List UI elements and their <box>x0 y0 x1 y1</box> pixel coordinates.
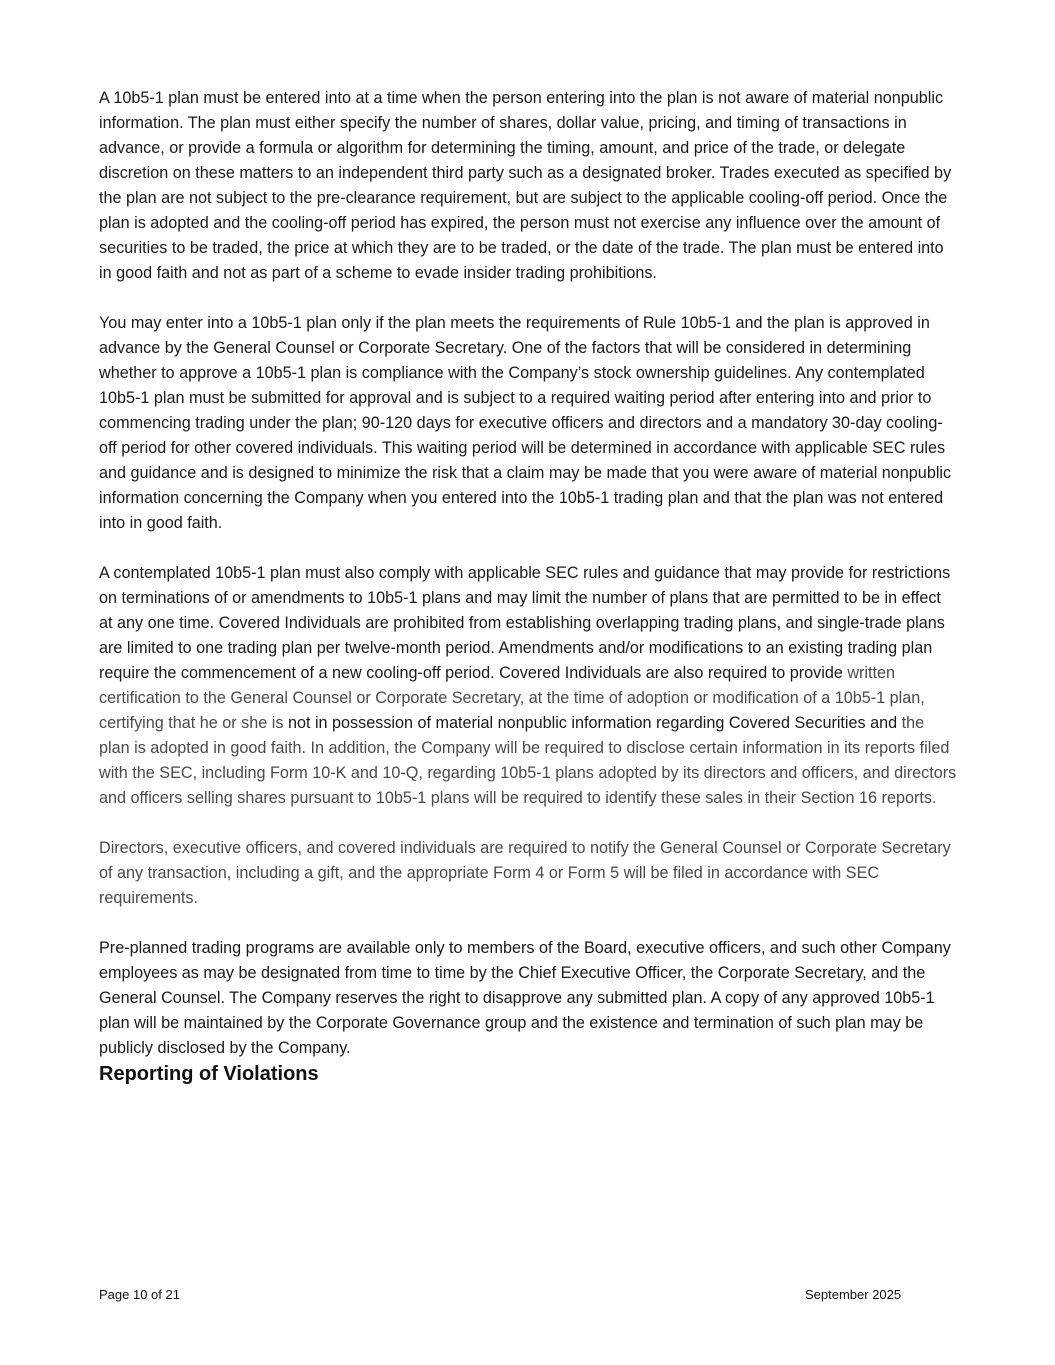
paragraph-sec-compliance-part3: not in possession of material nonpublic information regarding Covered Securities and <box>287 714 902 732</box>
footer-page-number: Page 10 of 21 <box>99 1287 180 1302</box>
paragraph-preplanned-programs: Pre-planned trading programs are available only to members of the Board, executive officers, and such other Company employees as may be designated from time to time by the Chief Executive Officer, the Corporate Secretary, and the General Counsel. The Company reserves the right to disapprove any submitted plan. A copy of any approved 10b5-1 plan will be maintained by the Corporate Governance group and the existence and termination of such plan may be publicly disclosed by the Company. <box>99 939 951 1057</box>
document-body <box>99 86 957 1087</box>
paragraph-plan-requirements: A 10b5-1 plan must be entered into at a time when the person entering into the plan is not aware of material nonpublic information. The plan must either specify the number of shares, dollar value, pricing, and timing of transactions in advance, or provide a formula or algorithm for determining the timing, amount, and price of the trade, or delegate discretion on these matters to an independent third party such as a designated broker. Trades executed as specified by the plan are not subject to the pre-clearance requirement, but are subject to the applicable cooling-off period. Once the plan is adopted and the cooling-off period has expired, the person must not exercise any influence over the amount of securities to be traded, the price at which they are to be traded, or the date of the trade. The plan must be entered into in good faith and not as part of a scheme to evade insider trading prohibitions. <box>99 89 952 282</box>
paragraph-sec-compliance-part1: A contemplated 10b5-1 plan must also comply with applicable SEC rules and guidance that may provide for restrictions on terminations of or amendments to 10b5-1 plans and may limit the number of plans that are permitted to be in effect at any one time. Covered Individuals are prohibited from establishing overlapping trading plans, and single-trade plans are limited to one trading plan per twelve-month period. Amendments and/or modifications to an existing trading plan require the commencement of a new cooling-off period. Covered Individuals are also required to provide <box>99 564 951 682</box>
section-heading-reporting-violations: Reporting of Violations <box>99 1063 319 1085</box>
paragraph-sec-compliance-part2: written certification to the General Counsel or Corporate Secretary, at the time of adoption or modification of a 10b5-1 plan, certifying that he or she is <box>99 664 925 732</box>
paragraph-transaction-notification: Directors, executive officers, and covered individuals are required to notify the General Counsel or Corporate Secretary of any transaction, including a gift, and the appropriate Form 4 or Form 5 will be filed in accordance with SEC requirements. <box>99 839 951 907</box>
paragraph-plan-approval: You may enter into a 10b5-1 plan only if the plan meets the requirements of Rule 10b5-1 and the plan is approved in advance by the General Counsel or Corporate Secretary. One of the factors that will be considered in determining whether to approve a 10b5-1 plan is compliance with the Company’s stock ownership guidelines. Any contemplated 10b5-1 plan must be submitted for approval and is subject to a required waiting period after entering into and prior to commencing trading under the plan; 90-120 days for executive officers and directors and a mandatory 30-day cooling-off period for other covered individuals. This waiting period will be determined in accordance with applicable SEC rules and guidance and is designed to minimize the risk that a claim may be made that you were aware of material nonpublic information concerning the Company when you entered into the 10b5-1 trading plan and that the plan was not entered into in good faith. <box>99 314 952 532</box>
paragraph-sec-compliance <box>99 561 957 811</box>
footer-date: September 2025 <box>805 1287 902 1302</box>
paragraph-sec-compliance-part4: the plan is adopted in good faith. In addition, the Company will be required to disclose certain information in its reports filed with the SEC, including Form 10-K and 10-Q, regarding 10b5-1 plans adopted by its directors and officers, and directors and officers selling shares pursuant to 10b5-1 plans will be required to identify these sales in their Section 16 reports. <box>99 714 957 807</box>
